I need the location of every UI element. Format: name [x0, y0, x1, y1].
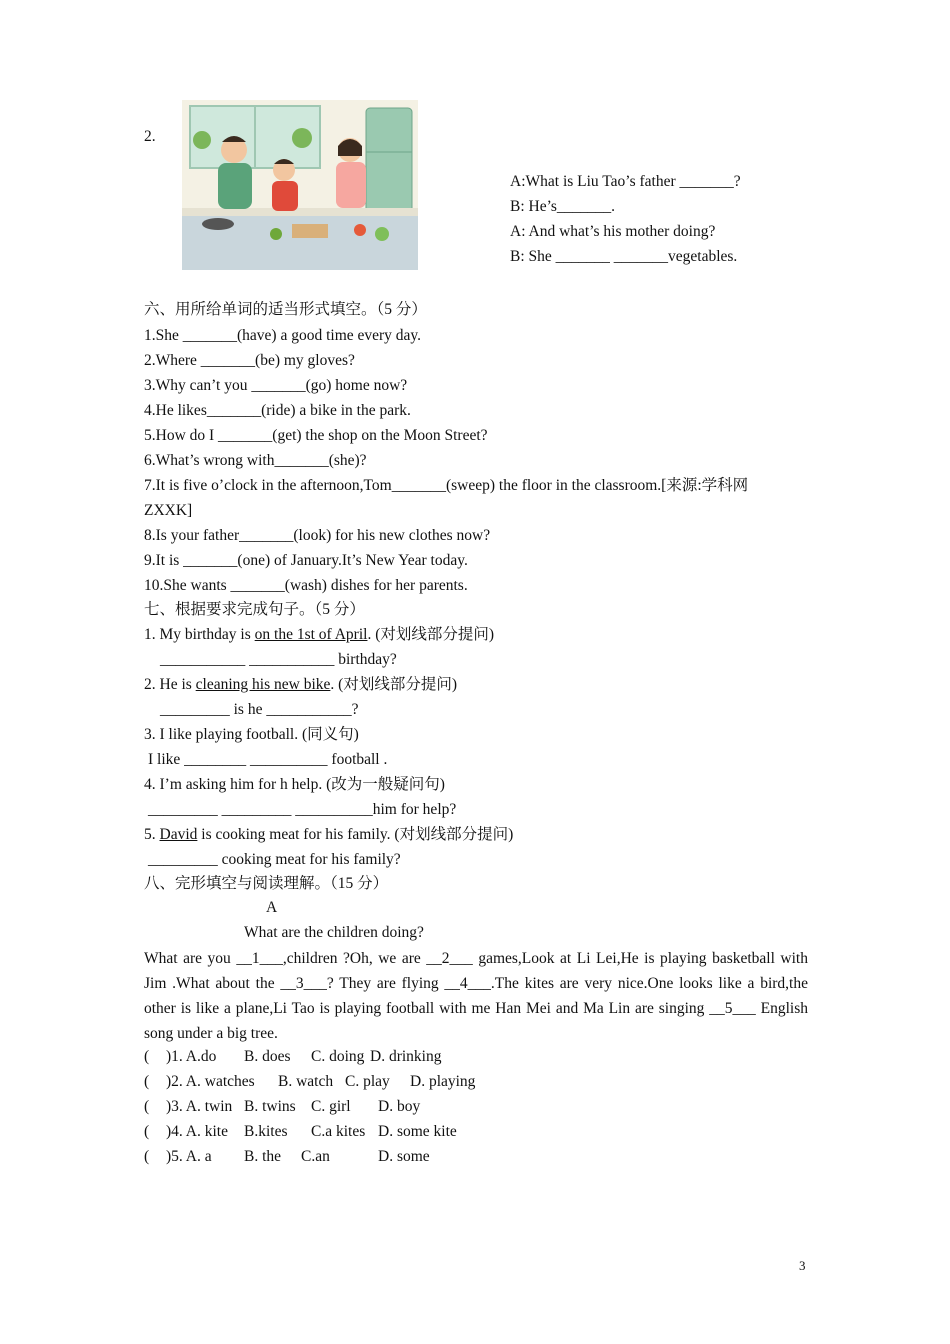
- section-6-heading: 六、用所给单词的适当形式填空。（5 分）: [144, 301, 427, 318]
- s6-item-8: 8.Is your father_______(look) for his new clothes now?: [144, 527, 491, 544]
- option-d: D. drinking: [370, 1048, 442, 1065]
- s7-question-4: 4. I’m asking him for h help. (改为一般疑问句): [144, 776, 445, 793]
- passage-part-label: A: [266, 899, 278, 916]
- s7-answer-5: _________ cooking meat for his family?: [148, 851, 401, 868]
- cloze-passage: What are you __1___,children ?Oh, we are __2___ games,Look at Li Lei,He is playing basketball with Jim .What about the __3___? They are flying __4___.The kites are very nice.One looks like a bird,the other is like a plane,Li Tao is playing football with me Han Mei and Ma Lin are singing __5___ English song under a big tree.: [144, 950, 808, 1042]
- option-c: C.a kites: [311, 1123, 366, 1140]
- option-b: B. twins: [244, 1098, 296, 1115]
- answer-paren: (: [144, 1123, 150, 1140]
- s6-item-3: 3.Why can’t you _______(go) home now?: [144, 377, 408, 394]
- option-b: B.kites: [244, 1123, 288, 1140]
- option-c: C. play: [345, 1073, 390, 1090]
- s7-q5-underlined: David: [159, 826, 198, 843]
- s7-q1-post: . (对划线部分提问): [367, 626, 495, 643]
- s6-item-6: 6.What’s wrong with_______(she)?: [144, 452, 367, 469]
- dialog-line-4: B: She _______ _______vegetables.: [510, 248, 738, 265]
- s7-answer-3: I like ________ __________ football .: [148, 751, 388, 768]
- s7-q2-underlined: cleaning his new bike: [195, 676, 331, 693]
- question-2-number: 2.: [144, 128, 156, 145]
- option-a: )1. A.do: [166, 1048, 217, 1065]
- s7-q2-pre: 2. He is: [144, 676, 196, 693]
- answer-paren: (: [144, 1148, 150, 1165]
- s6-item-5: 5.How do I _______(get) the shop on the Moon Street?: [144, 427, 488, 444]
- option-d: D. some kite: [378, 1123, 457, 1140]
- option-c: C. girl: [311, 1098, 351, 1115]
- s7-q1-underlined: on the 1st of April: [254, 626, 368, 643]
- s7-answer-4: _________ _________ __________him for help?: [148, 801, 457, 818]
- s7-answer-2: _________ is he ___________?: [160, 701, 359, 718]
- s7-question-3: 3. I like playing football. (同义句): [144, 726, 359, 743]
- answer-paren: (: [144, 1048, 150, 1065]
- option-d: D. boy: [378, 1098, 421, 1115]
- option-b: B. watch: [278, 1073, 334, 1090]
- answer-paren: (: [144, 1098, 150, 1115]
- section-8-heading: 八、完形填空与阅读理解。（15 分）: [144, 875, 389, 892]
- s7-question-2: [144, 675, 457, 695]
- option-b: B. the: [244, 1148, 282, 1165]
- s6-item-10: 10.She wants _______(wash) dishes for her parents.: [144, 577, 468, 594]
- option-b: B. does: [244, 1048, 291, 1065]
- option-c: C.an: [301, 1148, 330, 1165]
- s6-item-9: 9.It is _______(one) of January.It’s New Year today.: [144, 552, 468, 569]
- dialog-line-1: A:What is Liu Tao’s father _______?: [510, 173, 741, 190]
- s6-item-4: 4.He likes_______(ride) a bike in the park.: [144, 402, 411, 419]
- s7-q2-post: . (对划线部分提问): [330, 676, 457, 693]
- s7-q1-pre: 1. My birthday is: [144, 626, 255, 643]
- s6-item-7: 7.It is five o’clock in the afternoon,Tom_______(sweep) the floor in the classroom.[来源:学科网: [144, 477, 749, 494]
- kitchen-family-illustration: [182, 100, 418, 270]
- section-7-heading: 七、根据要求完成句子。（5 分）: [144, 601, 365, 618]
- dialog-line-3: A: And what’s his mother doing?: [510, 223, 716, 240]
- s7-q5-post: is cooking meat for his family. (对划线部分提问): [197, 826, 514, 843]
- dialog-line-2: B: He’s_______.: [510, 198, 616, 215]
- s7-question-5: [144, 825, 513, 845]
- page-number: 3: [799, 1258, 806, 1273]
- s6-item-7-cont: ZXXK]: [144, 502, 193, 519]
- option-a: )2. A. watches: [166, 1073, 255, 1090]
- option-d: D. some: [378, 1148, 430, 1165]
- option-a: )3. A. twin: [166, 1098, 233, 1115]
- option-a: )4. A. kite: [166, 1123, 228, 1140]
- passage-title: What are the children doing?: [244, 924, 424, 941]
- option-a: )5. A. a: [166, 1148, 212, 1165]
- s6-item-1: 1.She _______(have) a good time every day.: [144, 327, 422, 344]
- option-c: C. doing: [311, 1048, 365, 1065]
- s7-answer-1: ___________ ___________ birthday?: [160, 651, 397, 668]
- s7-question-1: [144, 625, 494, 645]
- s7-q5-pre: 5.: [144, 826, 160, 843]
- option-d: D. playing: [410, 1073, 476, 1090]
- answer-paren: (: [144, 1073, 150, 1090]
- s6-item-2: 2.Where _______(be) my gloves?: [144, 352, 355, 369]
